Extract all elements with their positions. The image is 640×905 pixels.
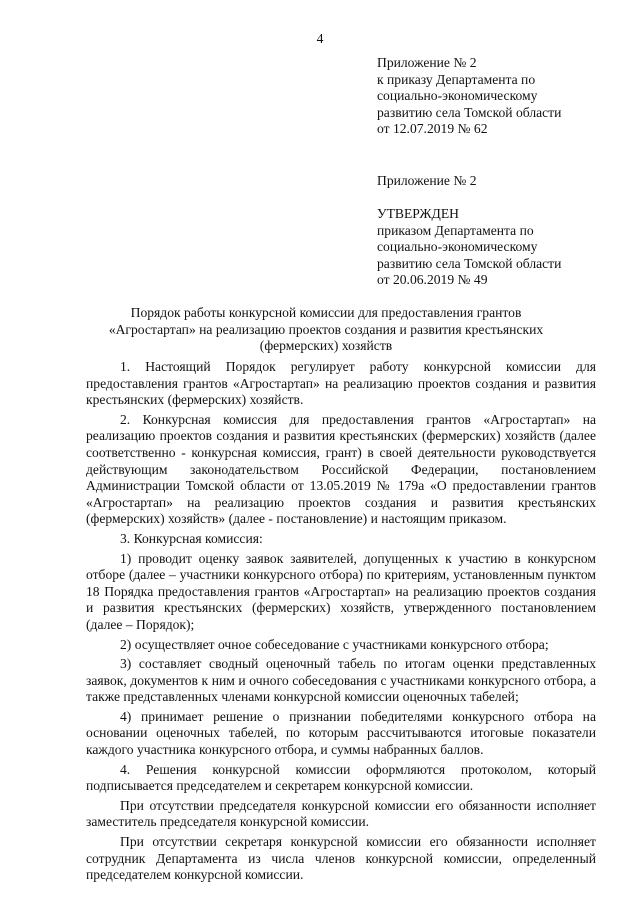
appendix-line: от 12.07.2019 № 62 [377,121,488,137]
approval-line: развитию села Томской области [377,255,562,271]
title-line: «Агростартап» на реализацию проектов создания и развития крестьянских [108,321,544,337]
paragraph: 4. Решения конкурсной комиссии оформляются протоколом, который подписывается председателем и секретарем конкурсной комиссии. [86,761,596,794]
page-number: 4 [316,31,324,46]
appendix-line: развитию села Томской области [377,104,562,120]
approval-block [377,206,627,289]
approval-line: приказом Департамента по [377,222,534,238]
appendix-line: социально-экономическому [377,88,538,104]
paragraph: 4) принимает решение о признании победителями конкурсного отбора на основании оценочных табелей, по которым рассчитываются итоговые показатели каждого участника конкурсного отбора, и суммы набранных баллов. [86,708,596,758]
paragraph: 3) составляет сводный оценочный табель по итогам оценки представленных заявок, документов к ним и очного собеседования с участниками конкурсного отбора, а также представленных членами конкурсной комиссии оценочных табелей; [86,656,596,705]
appendix-line: Приложение № 2 [377,173,477,188]
appendix-reference-block [377,55,627,138]
paragraph: 3. Конкурсная комиссия: [120,530,263,546]
approval-line: социально-экономическому [377,239,538,255]
document-body [86,359,596,887]
paragraph: 2. Конкурсная комиссия для предоставления грантов «Агростартап» на реализацию проектов создания и развития крестьянских (фермерских) хозяйств (далее соответственно - конкурсная комиссия, грант) в своей деятельности руководствуется действующим законодательством Российской Федерации, постановлением Администрации Томской области от 13.05.2019 № 179а «О предоставлении грантов «Агростартап» на реализацию проектов создания и развития крестьянских (фермерских) хозяйств» (далее - постановление) и настоящим приказом. [86,411,596,527]
paragraph: 2) осуществляет очное собеседование с участниками конкурсного отбора; [120,636,549,652]
appendix-line: к приказу Департамента по [377,71,536,87]
document-title [80,305,572,355]
appendix-label-block [377,173,627,190]
paragraph: При отсутствии секретаря конкурсной комиссии его обязанности исполняет сотрудник Департамента из числа членов конкурсной комиссии, определенный председателем конкурсной комиссии. [86,834,596,883]
approval-line: от 20.06.2019 № 49 [377,272,488,288]
title-line: (фермерских) хозяйств [259,338,393,354]
approval-line: УТВЕРЖДЕН [377,206,459,221]
title-line: Порядок работы конкурсной комиссии для предоставления грантов [130,305,522,320]
paragraph: 1. Настоящий Порядок регулирует работу конкурсной комиссии для предоставления грантов «Агростартап» на реализацию проектов создания и развития крестьянских (фермерских) хозяйств. [86,359,596,408]
paragraph: 1) проводит оценку заявок заявителей, допущенных к участию в конкурсном отборе (далее – участники конкурсного отбора) по критериям, установленным пунктом 18 Порядка предоставления грантов «Агростартап» на реализацию проектов создания и развития крестьянских (фермерских) хозяйств, утвержденного постановлением (далее – Порядок); [86,550,596,632]
paragraph: При отсутствии председателя конкурсной комиссии его обязанности исполняет заместитель председателя конкурсной комиссии. [86,797,596,830]
appendix-line: Приложение № 2 [377,55,477,70]
